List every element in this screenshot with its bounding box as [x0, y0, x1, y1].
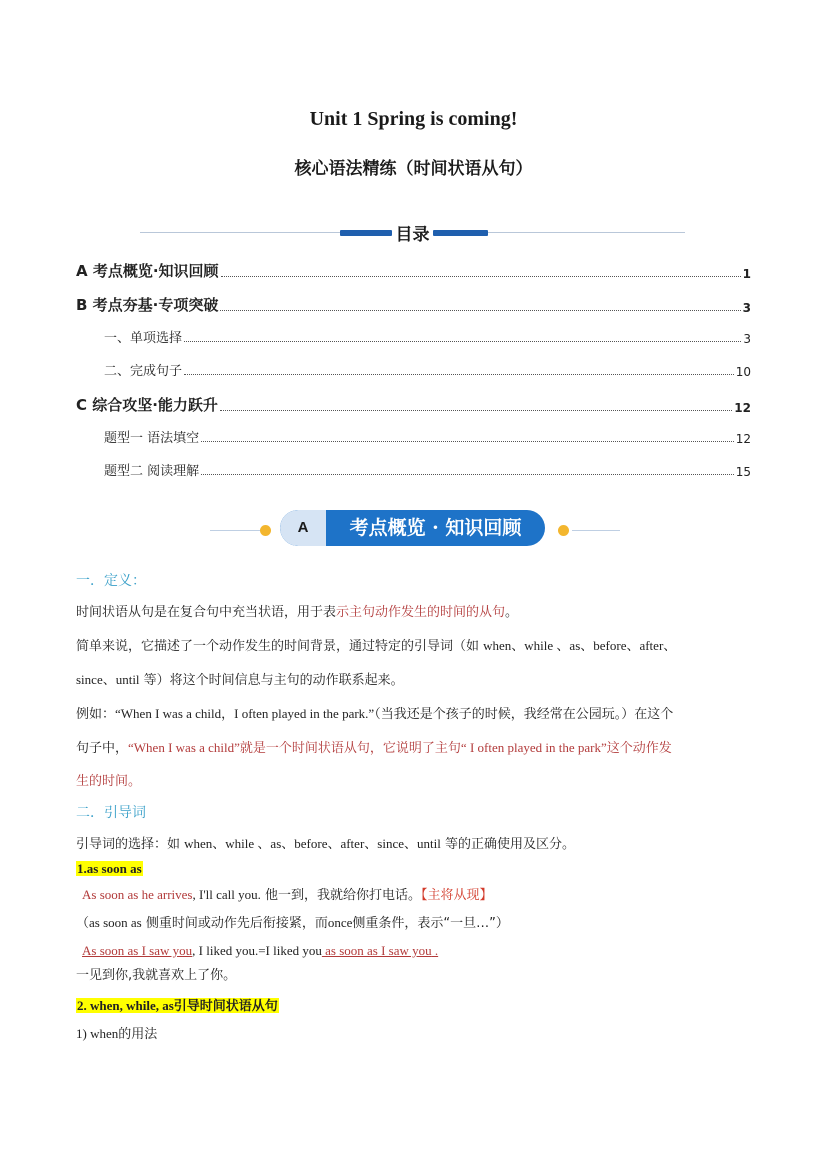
toc-entry-page: 12	[734, 401, 751, 415]
highlight-text: “When I was a child”	[128, 740, 240, 755]
text: 侧重时间或动作先后衔接紧，而	[141, 916, 328, 931]
text: （	[76, 916, 90, 931]
toc-entry-page: 3	[742, 301, 751, 315]
highlight-text: 生的时间。	[76, 774, 142, 789]
text: 例如：	[76, 707, 116, 722]
example-2-translation	[76, 962, 756, 989]
toc-entry[interactable]	[76, 394, 751, 415]
toc-leader	[220, 409, 732, 411]
text-en: , I'll call you.	[192, 887, 261, 902]
text: 。	[505, 605, 519, 620]
toc-banner	[140, 220, 685, 244]
example-2	[82, 937, 762, 965]
toc-entry-text: C 综合攻坚·能力跃升	[76, 396, 218, 414]
highlight-text: 示主句动作发生的时间的从句	[336, 605, 506, 620]
toc-entry[interactable]	[76, 294, 751, 315]
banner-line-right	[572, 530, 620, 531]
text: 侧重条件，表示“一旦…”）	[352, 916, 509, 931]
toc-leader	[201, 440, 734, 442]
text: 简单来说，它描述了一个动作发生的时间背景，通过特定的引导词（如	[76, 639, 484, 654]
text-en: , I liked you.=I liked you	[192, 943, 322, 958]
heading-cn: 引导时间状语从句	[173, 999, 278, 1014]
paragraph-definition	[76, 596, 756, 798]
toc-entry-page: 12	[735, 432, 751, 446]
toc-entry-text: 题型二 阅读理解	[104, 464, 200, 479]
toc-entry[interactable]	[104, 460, 751, 479]
document-subtitle: 核心语法精练（时间状语从句）	[294, 159, 533, 179]
toc-entry-page: 10	[735, 365, 751, 379]
toc-leader	[220, 309, 740, 311]
toc-leader	[221, 275, 741, 277]
toc-entry-text: A 考点概览·知识回顾	[76, 262, 219, 280]
highlighted-heading: 1.as soon as	[77, 861, 142, 876]
example-clause: as soon as I saw you	[321, 943, 432, 958]
toc-entry-text: 二、完成句子	[104, 364, 183, 379]
toc-label: 目录	[395, 225, 430, 245]
toc-entry[interactable]	[76, 260, 751, 281]
banner-dot-left	[260, 525, 271, 536]
subheading-as-soon-as	[76, 856, 756, 883]
toc-entry-page: 1	[742, 267, 751, 281]
text-en: as soon as	[89, 915, 142, 930]
text: 一见到你,我就喜欢上了你。	[76, 968, 237, 983]
text-en: 1) when	[76, 1026, 119, 1041]
toc-entry-page: 15	[735, 465, 751, 479]
toc-entry-text: 题型一 语法填空	[104, 431, 200, 446]
section-a-title: 考点概览 · 知识回顾	[349, 517, 522, 539]
section-a-pill	[280, 510, 545, 546]
text-en: since、until	[76, 672, 140, 687]
text: 的用法	[118, 1027, 158, 1042]
document-title: Unit 1 Spring is coming!	[309, 108, 518, 130]
text: 等）将这个时间信息与主句的动作联系起来。	[139, 673, 404, 688]
banner-line-left	[210, 530, 260, 531]
example-clause: As soon as he arrives	[82, 887, 193, 902]
text-en: when、while 、as、before、after、	[483, 638, 677, 653]
banner-dot-right	[558, 525, 569, 536]
toc-entry-text: 一、单项选择	[104, 331, 183, 346]
highlight-text: 就是一个时间状语从句，它说明了主句	[239, 741, 461, 756]
text-en: “When I was a child，I often played in the park.”	[115, 706, 375, 721]
highlight-text: 这个动作发	[606, 741, 672, 756]
toc-leader	[201, 473, 734, 475]
paragraph-when-usage	[76, 1020, 756, 1048]
toc-entry-page: 3	[743, 332, 751, 346]
text: 时间状语从句是在复合句中充当状语，用于表	[76, 605, 337, 620]
text-en: .	[431, 943, 439, 958]
toc-entry[interactable]	[104, 427, 751, 446]
highlight-text: “ I often played in the park”	[460, 740, 607, 755]
toc-entry[interactable]	[104, 327, 751, 346]
rule-tag: 【主将从现】	[421, 888, 493, 903]
section-a-banner	[210, 508, 620, 548]
text-en: once	[327, 915, 353, 930]
example-1	[82, 881, 762, 909]
text: （当我还是个孩子的时候，我经常在公园玩。）在这个	[374, 707, 674, 722]
note-1	[76, 909, 756, 937]
text: 他一到，我就给你打电话。	[260, 888, 422, 903]
toc-leader	[184, 340, 741, 342]
example-clause: As soon as I saw you	[82, 943, 193, 958]
heading-introducers: 二．引导词	[76, 805, 146, 821]
toc-leader	[184, 373, 734, 375]
heading-definition: 一．定义：	[76, 573, 146, 589]
toc-entry-text: B 考点夯基·专项突破	[76, 296, 219, 314]
section-a-letter: A	[280, 510, 326, 546]
subheading-when-while-as	[76, 992, 756, 1020]
heading-en: 2. when, while, as	[77, 998, 174, 1013]
highlighted-heading	[76, 998, 279, 1013]
text: 引导词的选择：如	[76, 837, 185, 852]
toc-entry[interactable]	[104, 360, 751, 379]
text: 等的正确使用及区分。	[440, 837, 575, 852]
text-en: when、while 、as、before、after、since、until	[184, 836, 441, 851]
text: 句子中，	[76, 741, 129, 756]
